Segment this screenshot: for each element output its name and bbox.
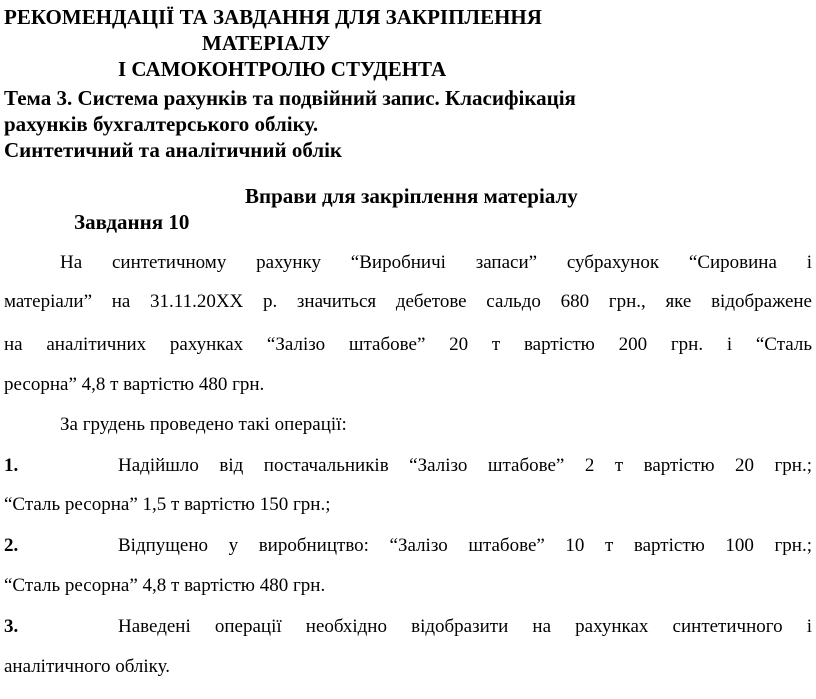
header-line-2: МАТЕРІАЛУ <box>202 31 331 55</box>
header-line-1: РЕКОМЕНДАЦІЇ ТА ЗАВДАННЯ ДЛЯ ЗАКРІПЛЕННЯ <box>4 5 542 29</box>
operation-1-line-2: “Сталь ресорна” 1,5 т вартістю 150 грн.; <box>4 494 331 515</box>
section-title: Вправи для закріплення матеріалу <box>245 184 578 208</box>
paragraph-line-1: На синтетичному рахунку “Виробничі запаси” субрахунок “Сировина і <box>60 252 812 273</box>
task-title: Завдання 10 <box>74 210 190 234</box>
operation-number-2: 2. <box>4 535 19 556</box>
operation-3-line-1: Наведені операції необхідно відобразити на рахунках синтетичного і <box>118 616 812 637</box>
paragraph-line-2: матеріали” на 31.11.20ХХ р. значиться дебетове сальдо 680 грн., яке відображене <box>4 291 812 312</box>
paragraph-line-4: ресорна” 4,8 т вартістю 480 грн. <box>4 374 265 395</box>
operation-1-line-1: Надійшло від постачальників “Залізо штабове” 2 т вартістю 20 грн.; <box>118 455 812 476</box>
operation-2-line-1: Відпущено у виробництво: “Залізо штабове” 10 т вартістю 100 грн.; <box>118 535 812 556</box>
paragraph-line-3: на аналітичних рахунках “Залізо штабове” 20 т вартістю 200 грн. і “Сталь <box>4 334 812 355</box>
operation-3-line-2: аналітичного обліку. <box>4 656 170 677</box>
topic-line-1: Тема 3. Система рахунків та подвійний запис. Класифікація <box>4 86 576 110</box>
operations-intro: За грудень проведено такі операції: <box>60 414 347 435</box>
header-line-3: І САМОКОНТРОЛЮ СТУДЕНТА <box>118 57 447 81</box>
operation-2-line-2: “Сталь ресорна” 4,8 т вартістю 480 грн. <box>4 575 326 596</box>
operation-number-3: 3. <box>4 616 19 637</box>
topic-line-3: Синтетичний та аналітичний облік <box>4 138 343 162</box>
operation-number-1: 1. <box>4 455 19 476</box>
topic-line-2: рахунків бухгалтерського обліку. <box>4 112 319 136</box>
